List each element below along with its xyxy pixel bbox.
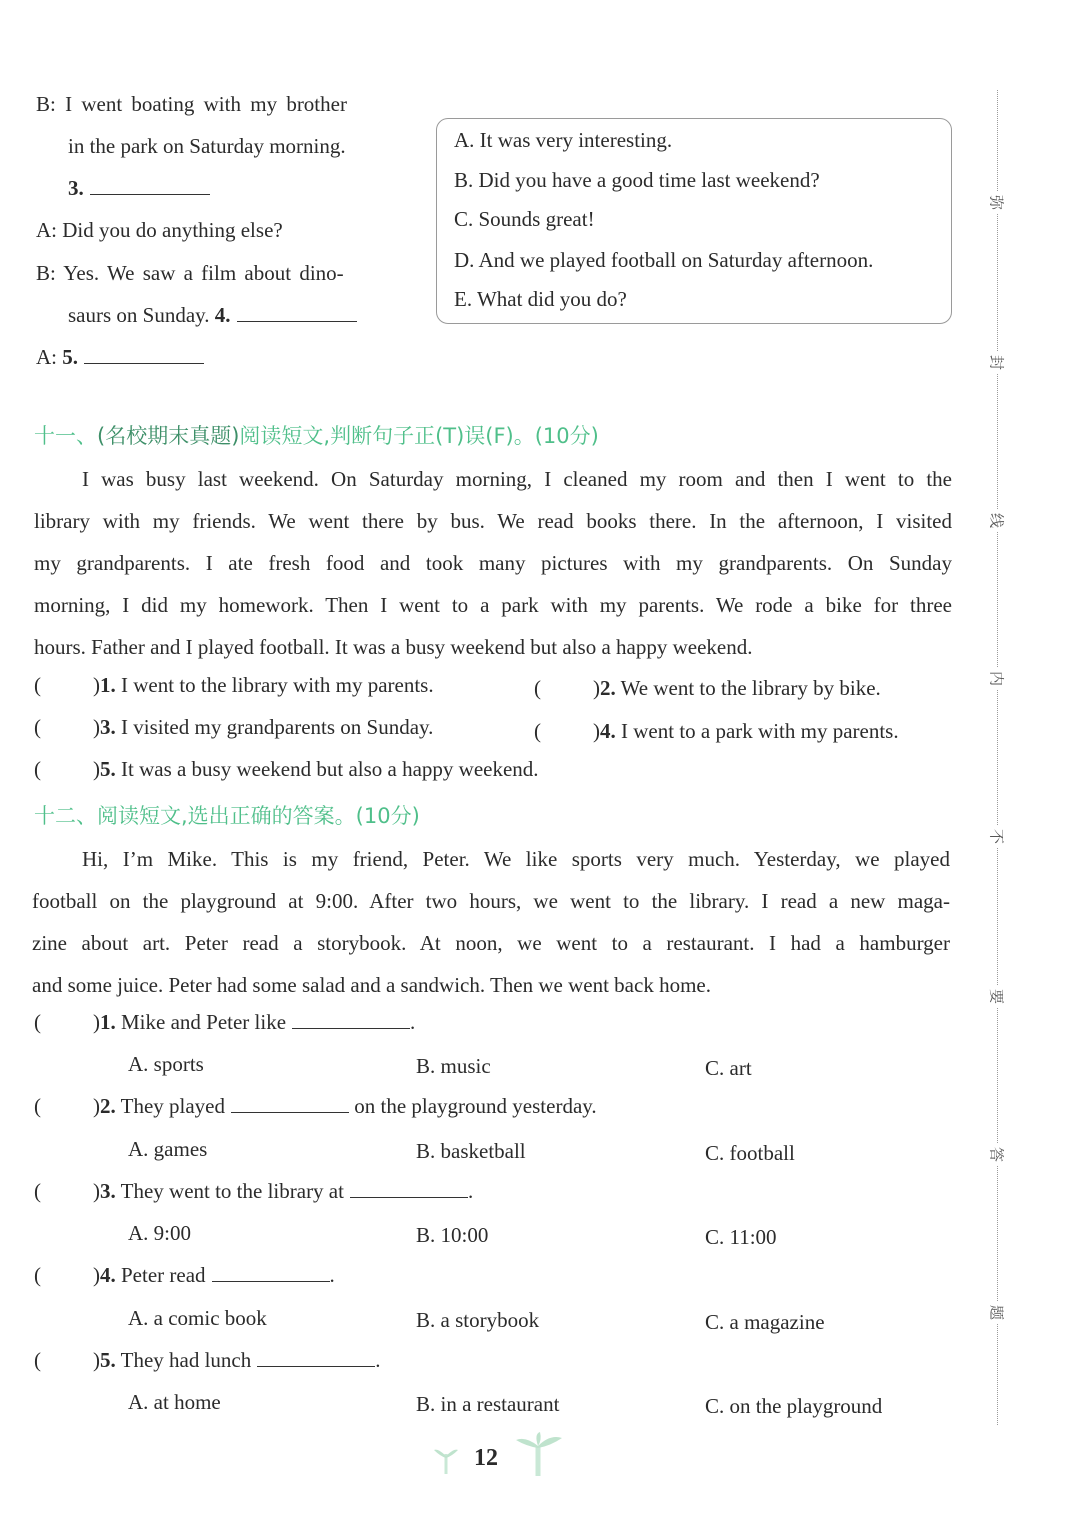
- section11-instruction: 阅读短文,判断句子正(T)误(F)。(10分): [239, 424, 599, 448]
- answer-blank[interactable]: [212, 1280, 330, 1282]
- question-text-after: .: [410, 1010, 416, 1034]
- option-e: E. What did you do?: [454, 287, 627, 311]
- question-text: They had lunch: [120, 1348, 252, 1372]
- q4-option-a[interactable]: A. a comic book: [128, 1306, 267, 1330]
- option-a: A. It was very interesting.: [454, 128, 673, 152]
- mc-question-5: [34, 1348, 381, 1373]
- tf-item-2: [534, 676, 881, 701]
- dialogue-b1-line1: B: I went boating with my brother: [36, 92, 347, 116]
- answer-paren-close: ): [93, 1179, 100, 1203]
- q2-option-b[interactable]: B. basketball: [416, 1139, 526, 1163]
- answer-paren-close: ): [93, 1010, 100, 1034]
- passage-line: zine about art. Peter read a storybook. At noon, we went to a restaurant. I had a hamburger: [32, 931, 950, 955]
- answer-paren-close: ): [93, 1263, 100, 1287]
- section12-heading: [34, 800, 420, 830]
- dialogue-a3: [36, 345, 204, 370]
- passage-line: Hi, I’m Mike. This is my friend, Peter. We like sports very much. Yesterday, we played: [82, 847, 950, 871]
- question-text: Peter read: [121, 1263, 206, 1287]
- question-number: 3.: [100, 1179, 116, 1203]
- question-text: Mike and Peter like: [121, 1010, 287, 1034]
- question-text: They went to the library at: [120, 1179, 344, 1203]
- answer-paren-open[interactable]: (: [34, 715, 41, 739]
- answer-paren-open[interactable]: (: [34, 1179, 41, 1203]
- q3-option-a[interactable]: A. 9:00: [128, 1221, 191, 1245]
- tf-item-5: [34, 757, 539, 782]
- passage-line: morning, I did my homework. Then I went to a park with my parents. We rode a bike for three: [34, 593, 952, 617]
- dialogue-a2: A: Did you do anything else?: [36, 218, 283, 242]
- answer-paren-open[interactable]: (: [34, 1010, 41, 1034]
- sprout-icon-left: [432, 1440, 460, 1476]
- mc-question-4: [34, 1263, 335, 1288]
- answer-blank[interactable]: [231, 1111, 349, 1113]
- item-number: 2.: [600, 676, 616, 700]
- answer-paren-open[interactable]: (: [34, 1348, 41, 1372]
- item-number: 1.: [100, 673, 116, 697]
- q3-option-c[interactable]: C. 11:00: [705, 1225, 777, 1249]
- answer-blank[interactable]: [90, 193, 210, 195]
- item-text: I visited my grandparents on Sunday.: [121, 715, 434, 739]
- section12-passage: [32, 838, 950, 1006]
- item-number: 3.: [100, 715, 116, 739]
- passage-line: and some juice. Peter had some salad and a sandwich. Then we went back home.: [32, 973, 711, 997]
- answer-paren-close: ): [93, 673, 100, 697]
- section12-instruction: 阅读短文,选出正确的答案。(10分): [97, 804, 420, 828]
- item-number: 4.: [600, 719, 616, 743]
- answer-paren-open[interactable]: (: [34, 673, 41, 697]
- answer-paren-close: ): [593, 719, 600, 743]
- q1-option-c[interactable]: C. art: [705, 1056, 752, 1080]
- q2-option-a[interactable]: A. games: [128, 1137, 208, 1161]
- mc-question-3: [34, 1179, 473, 1204]
- section11-number: 十一、: [34, 424, 97, 448]
- q3-option-b[interactable]: B. 10:00: [416, 1223, 489, 1247]
- answer-blank[interactable]: [84, 362, 204, 364]
- question-number: 5.: [100, 1348, 116, 1372]
- passage-line: hours. Father and I played football. It was a busy weekend but also a happy weekend.: [34, 635, 753, 659]
- answer-blank[interactable]: [292, 1027, 410, 1029]
- option-d: D. And we played football on Saturday afternoon.: [454, 248, 874, 272]
- answer-blank[interactable]: [350, 1196, 468, 1198]
- mc-question-2: [34, 1094, 597, 1119]
- q4-option-c[interactable]: C. a magazine: [705, 1310, 825, 1334]
- answer-blank[interactable]: [257, 1365, 375, 1367]
- q1-option-a[interactable]: A. sports: [128, 1052, 204, 1076]
- answer-paren-close: ): [93, 1094, 100, 1118]
- answer-paren-close: ): [93, 757, 100, 781]
- question-text-after: on the playground yesterday.: [354, 1094, 597, 1118]
- item-number: 5.: [100, 757, 116, 781]
- section12-number: 十二、: [34, 804, 97, 828]
- blank-label: 5.: [62, 345, 78, 369]
- dialogue-b2-text: saurs on Sunday.: [68, 303, 210, 327]
- section11-heading: [34, 420, 599, 450]
- q5-option-c[interactable]: C. on the playground: [705, 1394, 883, 1418]
- dialogue-b1-line2: in the park on Saturday morning.: [68, 134, 346, 158]
- answer-paren-open[interactable]: (: [534, 719, 541, 743]
- section11-tag: (名校期末真题): [97, 424, 240, 448]
- seal-text-char: 线: [987, 510, 1008, 532]
- seal-text-char: 弥: [987, 192, 1008, 214]
- answer-paren-close: ): [593, 676, 600, 700]
- answer-blank[interactable]: [237, 320, 357, 322]
- seal-line: [997, 90, 998, 1425]
- q5-option-a[interactable]: A. at home: [128, 1390, 221, 1414]
- item-text: I went to the library with my parents.: [121, 673, 434, 697]
- blank-label: 3.: [68, 176, 84, 200]
- q4-option-b[interactable]: B. a storybook: [416, 1308, 540, 1332]
- seal-text-char: 题: [987, 1302, 1008, 1324]
- answer-paren-open[interactable]: (: [34, 757, 41, 781]
- dialogue-b2-line1: B: Yes. We saw a film about dino-: [36, 261, 344, 285]
- item-text: We went to the library by bike.: [620, 676, 881, 700]
- blank-label: 4.: [214, 303, 231, 327]
- answer-paren-open[interactable]: (: [34, 1094, 41, 1118]
- question-number: 2.: [100, 1094, 116, 1118]
- question-number: 4.: [100, 1263, 116, 1287]
- passage-line: my grandparents. I ate fresh food and took many pictures with my grandparents. On Sunday: [34, 551, 952, 575]
- seal-text-char: 不: [987, 826, 1008, 848]
- answer-paren-close: ): [93, 715, 100, 739]
- tf-item-1: [34, 673, 434, 698]
- answer-paren-open[interactable]: (: [34, 1263, 41, 1287]
- question-text-after: .: [329, 1263, 335, 1287]
- seal-text-char: 内: [987, 668, 1008, 690]
- passage-line: I was busy last weekend. On Saturday morning, I cleaned my room and then I went to the: [82, 467, 952, 491]
- question-text-after: .: [467, 1179, 474, 1203]
- option-b: B. Did you have a good time last weekend?: [454, 168, 820, 192]
- question-number: 1.: [100, 1010, 116, 1034]
- speaker-label: A:: [36, 345, 57, 369]
- mc-question-1: [34, 1010, 415, 1035]
- question-text-after: .: [375, 1348, 381, 1372]
- question-text: They played: [120, 1094, 225, 1118]
- option-c: C. Sounds great!: [454, 207, 595, 231]
- seal-text-char: 要: [987, 986, 1008, 1008]
- tf-item-4: [534, 719, 899, 744]
- passage-line: library with my friends. We went there by bus. We read books there. In the afternoon, I visited: [34, 509, 952, 533]
- tree-icon-right: [514, 1432, 564, 1478]
- dialogue-b2-line2: [68, 303, 357, 328]
- q5-option-b[interactable]: B. in a restaurant: [416, 1392, 560, 1416]
- section11-passage: [34, 458, 952, 668]
- answer-paren-open[interactable]: (: [534, 676, 541, 700]
- seal-text-char: 封: [987, 352, 1008, 374]
- seal-text-char: 答: [987, 1144, 1008, 1166]
- q2-option-c[interactable]: C. football: [705, 1141, 795, 1165]
- answer-paren-close: ): [93, 1348, 100, 1372]
- passage-line: football on the playground at 9:00. After two hours, we went to the library. I read a new maga-: [32, 889, 950, 913]
- q1-option-b[interactable]: B. music: [416, 1054, 491, 1078]
- item-text: It was a busy weekend but also a happy weekend.: [121, 757, 539, 781]
- page-number: 12: [474, 1445, 498, 1471]
- tf-item-3: [34, 715, 433, 740]
- item-text: I went to a park with my parents.: [621, 719, 899, 743]
- dialogue-blank-3: [68, 176, 210, 201]
